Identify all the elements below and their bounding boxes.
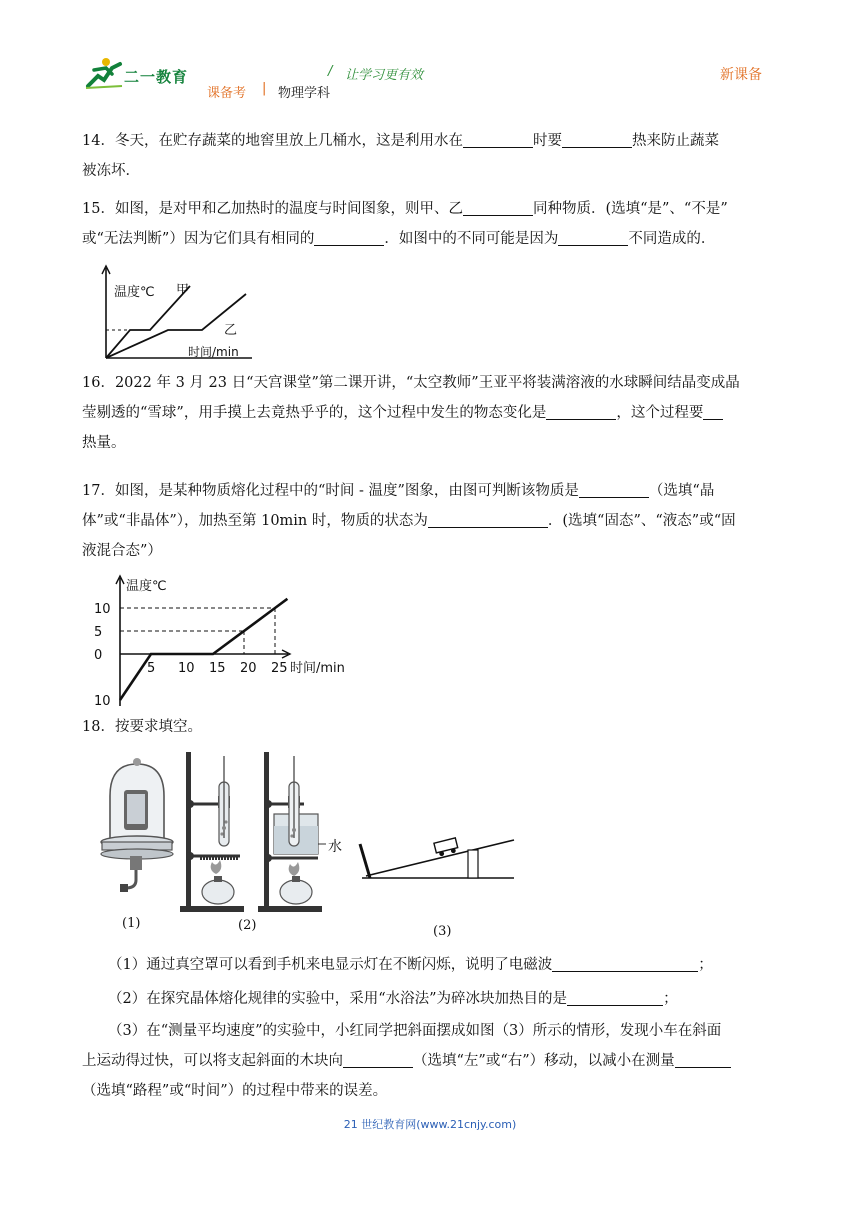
y-tick-label: 10 xyxy=(94,694,111,709)
y-tick-label: 5 xyxy=(94,625,103,640)
q18-part-2 xyxy=(108,984,808,1014)
series-line xyxy=(120,599,287,700)
chart-ticks xyxy=(94,602,288,709)
slogan: 让学习更有效 xyxy=(345,68,424,83)
q16-blank-1[interactable] xyxy=(546,402,616,420)
q14-blank-2[interactable] xyxy=(562,130,632,148)
header-left-tag: 课备考 xyxy=(207,86,247,101)
fig3-incline xyxy=(356,830,520,884)
q18-blank-1[interactable] xyxy=(552,954,698,972)
q14-blank-1[interactable] xyxy=(463,130,533,148)
q15-text-1: 15．如图，是对甲和乙加热时的温度与时间图象，则甲、乙 xyxy=(82,201,463,217)
q18-p3-text-3: （选填“左”或“右”）移动，以减小在测量 xyxy=(413,1053,675,1069)
chart-guides xyxy=(120,608,275,654)
q17-text-4: ．(选填“固态”、“液态”或“固 xyxy=(547,513,736,529)
q16-text-1: 16．2022 年 3 月 23 日“天宫课堂”第二课开讲，“太空教师”王亚平将装满溶液的水球瞬间结晶变成晶 xyxy=(82,375,740,391)
q18-blank-4[interactable] xyxy=(675,1050,731,1068)
footer-source: 21 世纪教育网(www.21cnjy.com) xyxy=(343,1118,517,1131)
q16-text-2: 莹剔透的“雪球”，用手摸上去竟热乎乎的，这个过程中发生的物态变化是 xyxy=(82,405,547,421)
x-tick-label: 20 xyxy=(240,661,257,676)
q16-text-3: ，这个过程要 xyxy=(616,405,704,421)
q17-blank-2[interactable] xyxy=(428,510,548,528)
x-tick-label: 10 xyxy=(178,661,195,676)
q17-blank-1[interactable] xyxy=(579,480,649,498)
q17-text-5: 液混合态”） xyxy=(82,543,162,559)
x-tick-label: 25 xyxy=(271,661,288,676)
incline-stopper xyxy=(360,844,370,878)
q18-p1-end: ； xyxy=(698,957,713,973)
q15-text-3: 或“无法判断”）因为它们具有相同的 xyxy=(82,231,315,247)
wooden-block xyxy=(468,850,478,878)
q18-part-1 xyxy=(108,950,808,980)
q18-title: 18．按要求填空。 xyxy=(82,719,202,735)
fig2-caption: (2) xyxy=(238,918,257,933)
x-tick-label: 5 xyxy=(147,661,156,676)
q18-p3-text-4: （选填“路程”或“时间”）的过程中带来的误差。 xyxy=(82,1083,388,1099)
y-tick-label: 10 xyxy=(94,602,111,617)
q15-blank-1[interactable] xyxy=(463,198,533,216)
chart-ylabel: 温度℃ xyxy=(126,579,167,594)
q16-text-4: 热量。 xyxy=(82,435,126,451)
q14-text-2: 时要 xyxy=(532,133,562,149)
fig2b-water-bath-apparatus xyxy=(254,746,350,914)
logo-text: 二一教育 xyxy=(124,68,189,86)
header-subject: 物理学科 xyxy=(278,86,331,101)
q15-blank-3[interactable] xyxy=(558,228,628,246)
q18-blank-2[interactable] xyxy=(567,988,663,1006)
header xyxy=(0,0,860,110)
q15-xlabel: 时间/min xyxy=(188,345,239,359)
q18-p3-text-1: （3）在“测量平均速度”的实验中，小红同学把斜面摆成如图（3）所示的情形，发现小车在斜面 xyxy=(108,1023,722,1039)
water-label: 水 xyxy=(328,839,342,855)
x-tick-label: 15 xyxy=(209,661,226,676)
q18-p2-end: ； xyxy=(663,991,678,1007)
q17-text-2: （选填“晶 xyxy=(648,483,715,499)
question-15 xyxy=(82,194,782,254)
q18-blank-3[interactable] xyxy=(343,1050,413,1068)
q18-p3-text-2: 上运动得过快，可以将支起斜面的木块向 xyxy=(82,1053,343,1069)
question-16 xyxy=(82,368,782,458)
fig1-bell-jar xyxy=(96,756,178,900)
question-17 xyxy=(82,476,782,566)
q15-blank-2[interactable] xyxy=(314,228,384,246)
q14-text-3: 热来防止蔬菜 xyxy=(631,133,719,149)
q15-ylabel: 温度℃ xyxy=(114,285,155,300)
q15-series-yi-label: 乙 xyxy=(224,323,238,338)
q18-p2-text: （2）在探究晶体熔化规律的实验中，采用“水浴法”为碎冰块加热目的是 xyxy=(108,991,568,1007)
q17-melting-chart xyxy=(90,572,360,712)
alcohol-lamp-icon xyxy=(202,880,234,904)
q18-p1-text: （1）通过真空罩可以看到手机来电显示灯在不断闪烁，说明了电磁波 xyxy=(108,957,553,973)
fig1-caption: (1) xyxy=(122,916,141,931)
header-divider: | xyxy=(262,81,267,96)
header-right-tag: 新课备 xyxy=(720,67,762,83)
q18-part-3 xyxy=(82,1016,782,1106)
q14-text-1: 14．冬天，在贮存蔬菜的地窖里放上几桶水，这是利用水在 xyxy=(82,133,463,149)
question-18-title xyxy=(82,712,782,742)
q15-text-4: ．如图中的不同可能是因为 xyxy=(384,231,559,247)
q17-text-3: 体”或“非晶体”），加热至第 10min 时，物质的状态为 xyxy=(82,513,428,529)
q14-text-4: 被冻坏． xyxy=(82,163,140,179)
q15-text-5: 不同造成的． xyxy=(628,231,716,247)
q15-heating-graph xyxy=(92,262,262,366)
question-14 xyxy=(82,126,782,186)
q16-blank-2[interactable] xyxy=(703,402,723,420)
y-tick-label: 0 xyxy=(94,648,103,663)
fig2-melting-apparatus xyxy=(176,746,256,914)
logo-runner-icon xyxy=(84,56,124,90)
q15-text-2: 同种物质．(选填“是”、“不是” xyxy=(532,201,728,217)
slogan-slash: / xyxy=(328,64,333,79)
chart-xlabel: 时间/min xyxy=(290,661,345,676)
q17-text-1: 17．如图，是某种物质熔化过程中的“时间 - 温度”图象，由图可判断该物质是 xyxy=(82,483,579,499)
fig3-caption: (3) xyxy=(433,924,452,939)
q15-series-jia-label: 甲 xyxy=(176,283,190,298)
